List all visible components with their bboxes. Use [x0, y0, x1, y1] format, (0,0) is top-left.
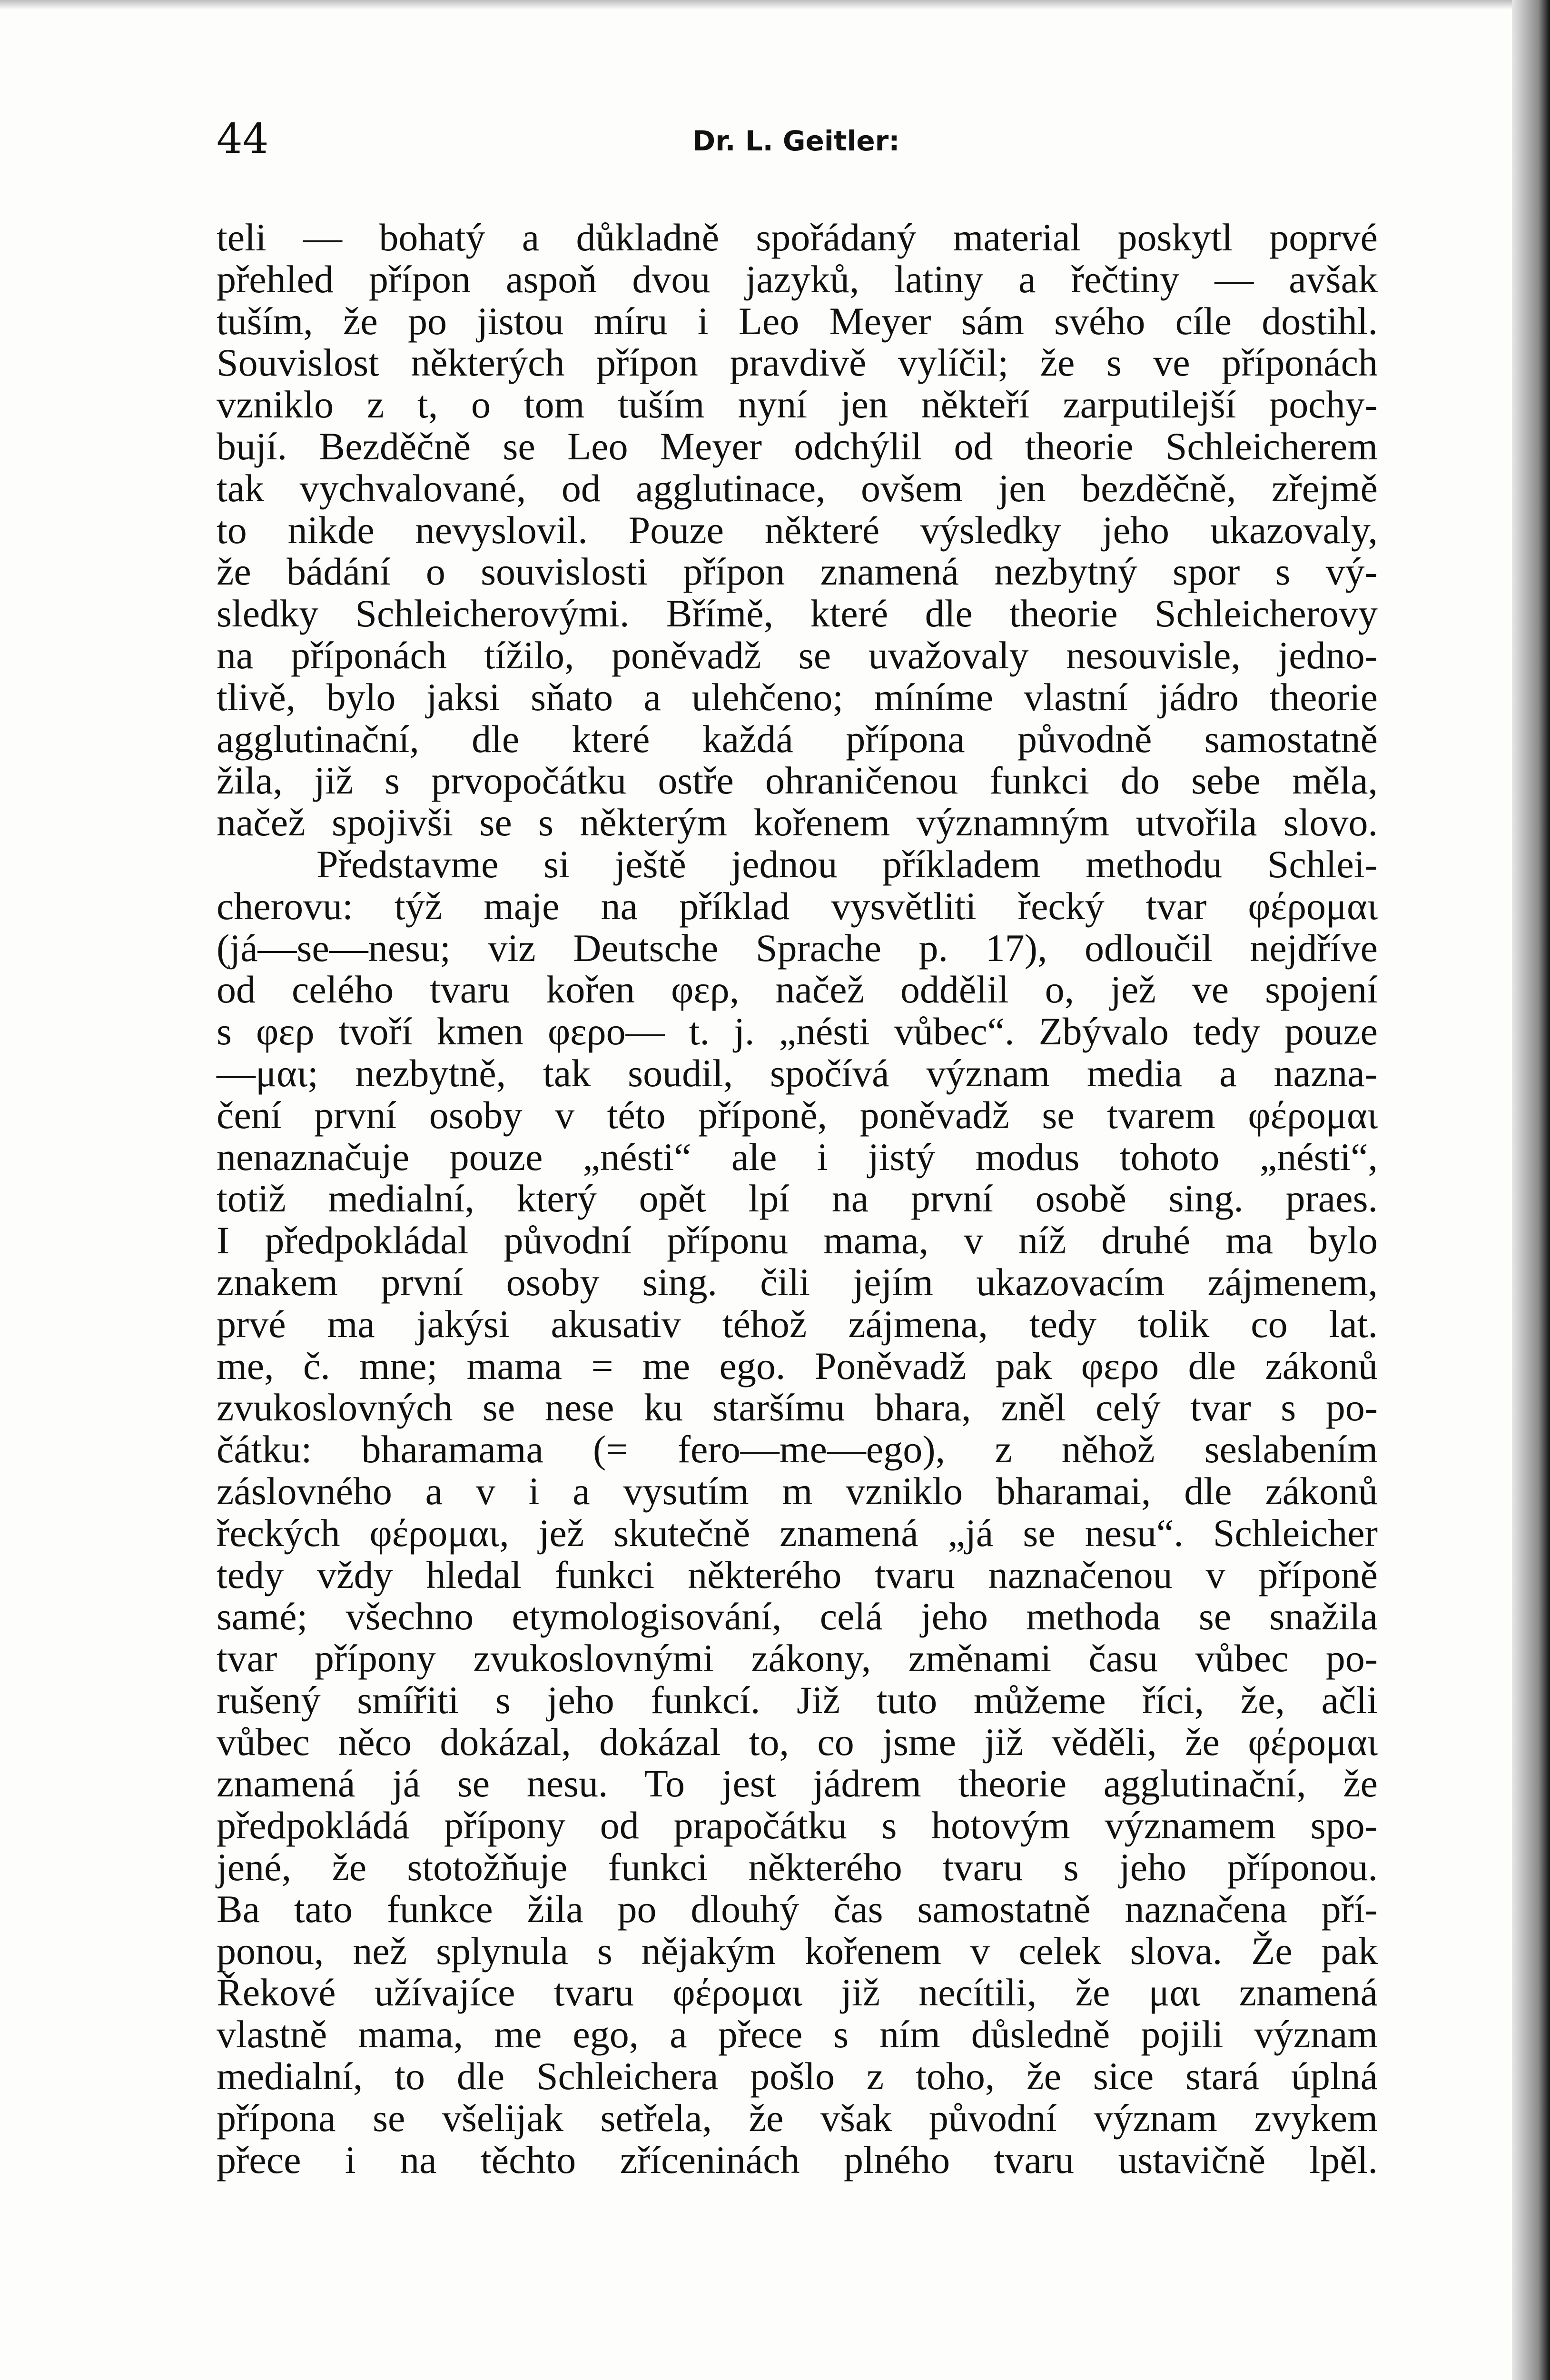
page-number: 44 [217, 115, 269, 163]
text-line: to nikde nevyslovil. Pouze některé výsledky jeho ukazovaly, [217, 508, 1378, 552]
text-line: přehled přípon aspoň dvou jazyků, latiny a řečtiny — avšak [217, 257, 1378, 301]
text-line: zvukoslovných se nese ku staršímu bhara, zněl celý tvar s po- [217, 1386, 1378, 1429]
text-line: prvé ma jakýsi akusativ téhož zájmena, tedy tolik co lat. [217, 1302, 1378, 1346]
text-line: bují. Bezděčně se Leo Meyer odchýlil od theorie Schleicherem [217, 424, 1378, 468]
text-line: tlivě, bylo jaksi sňato a ulehčeno; míníme vlastní jádro theorie [217, 675, 1378, 719]
text-line: totiž medialní, který opět lpí na první osobě sing. praes. [217, 1177, 1378, 1220]
text-line: Ba tato funkce žila po dlouhý čas samostatně naznačena pří- [217, 1887, 1378, 1931]
text-line: teli — bohatý a důkladně spořádaný material poskytl poprvé [217, 216, 1378, 259]
running-head: Dr. L. Geitler: [692, 125, 900, 157]
text-line: že bádání o souvislosti přípon znamená nezbytný spor s vý- [217, 550, 1378, 594]
text-line: tak vychvalované, od agglutinace, ovšem jen bezděčně, zřejmě [217, 466, 1378, 510]
text-line: s φερ tvoří kmen φερο— t. j. „nésti vůbec“. Zbývalo tedy pouze [217, 1010, 1378, 1053]
text-line: Představme si ještě jednou příkladem methodu Schlei- [316, 842, 1378, 886]
body-text [217, 217, 1378, 2181]
text-line: na příponách tížilo, poněvadž se uvažovaly nesouvisle, jedno- [217, 633, 1378, 677]
text-line: ponou, než splynula s nějakým kořenem v celek slova. Že pak [217, 1929, 1378, 1973]
text-line: Souvislost některých přípon pravdivě vylíčil; že s ve příponách [217, 341, 1378, 385]
text-line: znamená já se nesu. To jest jádrem theorie agglutinační, že [217, 1762, 1378, 1805]
text-line: agglutinační, dle které každá přípona původně samostatně [217, 717, 1378, 761]
text-line: me, č. mne; mama = me ego. Poněvadž pak φερο dle zákonů [217, 1344, 1378, 1388]
text-line: rušený smířiti s jeho funkcí. Již tuto můžeme říci, že, ačli [217, 1678, 1378, 1722]
page-header [217, 110, 1378, 163]
text-line: tvar přípony zvukoslovnými zákony, změnami času vůbec po- [217, 1636, 1378, 1680]
text-line: jené, že stotožňuje funkci některého tvaru s jeho příponou. [217, 1845, 1378, 1889]
page-top-shadow [0, 0, 1550, 10]
text-line: (já—se—nesu; viz Deutsche Sprache p. 17), odloučil nejdříve [217, 926, 1378, 970]
text-line: záslovného a v i a vysutím m vzniklo bharamai, dle zákonů [217, 1469, 1378, 1513]
text-line: Řekové užívajíce tvaru φέρομαι již necítili, že μαι znamená [217, 1971, 1378, 2014]
text-line: sledky Schleicherovými. Břímě, které dle theorie Schleicherovy [217, 592, 1378, 635]
text-line: čení první osoby v této příponě, poněvadž se tvarem φέρομαι [217, 1093, 1378, 1137]
text-line: řeckých φέρομαι, jež skutečně znamená „já se nesu“. Schleicher [217, 1511, 1378, 1555]
text-line: vzniklo z t, o tom tuším nyní jen někteří zarputilejší pochy- [217, 383, 1378, 426]
text-line: I předpokládal původní příponu mama, v níž druhé ma bylo [217, 1219, 1378, 1262]
text-line: od celého tvaru kořen φερ, načež oddělil o, jež ve spojení [217, 968, 1378, 1012]
text-line: —μαι; nezbytně, tak soudil, spočívá význam media a nazna- [217, 1051, 1378, 1095]
text-line: vlastně mama, me ego, a přece s ním důsledně pojili význam [217, 2013, 1378, 2056]
text-line: medialní, to dle Schleichera pošlo z toho, že sice stará úplná [217, 2054, 1378, 2098]
text-line: načež spojivši se s některým kořenem významným utvořila slovo. [217, 801, 1378, 844]
text-line: čátku: bharamama (= fero—me—ego), z něhož seslabením [217, 1428, 1378, 1471]
text-line: nenaznačuje pouze „nésti“ ale i jistý modus tohoto „nésti“, [217, 1135, 1378, 1179]
text-line: znakem první osoby sing. čili jejím ukazovacím zájmenem, [217, 1260, 1378, 1304]
text-line: přípona se všelijak setřela, že však původní význam zvykem [217, 2096, 1378, 2140]
text-line: přece i na těchto zříceninách plného tvaru ustavičně lpěl. [217, 2138, 1378, 2182]
text-line: samé; všechno etymologisování, celá jeho methoda se snažila [217, 1595, 1378, 1638]
text-line: vůbec něco dokázal, dokázal to, co jsme již věděli, že φέρομαι [217, 1720, 1378, 1764]
text-line: tuším, že po jistou míru i Leo Meyer sám svého cíle dostihl. [217, 299, 1378, 343]
text-line: cherovu: týž maje na příklad vysvětliti řecký tvar φέρομαι [217, 884, 1378, 928]
page-binding-shadow [1512, 0, 1550, 2380]
text-line: žila, již s prvopočátku ostře ohraničenou funkci do sebe měla, [217, 759, 1378, 803]
text-line: předpokládá přípony od prapočátku s hotovým významem spo- [217, 1804, 1378, 1847]
text-line: tedy vždy hledal funkci některého tvaru naznačenou v příponě [217, 1553, 1378, 1597]
